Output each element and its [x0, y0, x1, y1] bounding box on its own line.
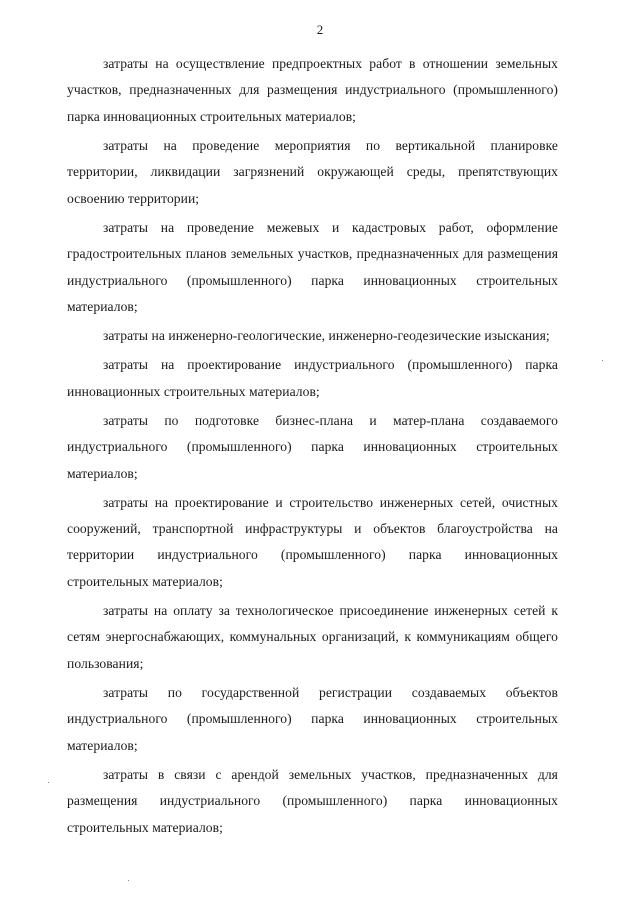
paragraph-preproject-costs: затраты на осуществление предпроектных работ в отношении земельных участков, предназначенных для размещения индустриального (промышленного) парка инновационных строительных материалов;: [67, 56, 558, 124]
paragraph-cadastral-works-costs: затраты на проведение межевых и кадастровых работ, оформление градостроительных планов земельных участков, предназначенных для размещения индустриального (промышленного) парка инновационных строительных материалов;: [67, 219, 558, 315]
paragraph-surveys-costs: затраты на инженерно-геологические, инженерно-геодезические изыскания;: [103, 328, 550, 344]
paragraph-registration-costs: затраты по государственной регистрации создаваемых объектов индустриального (промышленного) парка инновационных строительных материалов;: [67, 684, 558, 753]
paragraph-park-design-costs: затраты на проектирование индустриального (промышленного) парка инновационных строительных материалов;: [67, 357, 558, 399]
paragraph-networks-construction-costs: затраты на проектирование и строительство инженерных сетей, очистных сооружений, транспортной инфраструктуры и объектов благоустройства на территории индустриального (промышленного) парка инновационных строительных материалов;: [67, 494, 558, 589]
paragraph-business-plan-costs: затраты по подготовке бизнес-плана и матер-плана создаваемого индустриального (промышленного) парка инновационных строительных материалов;: [67, 412, 558, 481]
scan-speck: [48, 782, 49, 783]
document-body: [67, 51, 558, 844]
paragraph-connection-fee-costs: затраты на оплату за технологическое присоединение инженерных сетей к сетям энергоснабжающих, коммунальных организаций, к коммуникациям общего пользования;: [67, 602, 558, 671]
paragraph-vertical-planning-costs: затраты на проведение мероприятия по вертикальной планировке территории, ликвидации загрязнений окружающей среды, препятствующих освоению территории;: [67, 137, 558, 206]
scan-speck: [128, 880, 129, 881]
paragraph-land-lease-costs: затраты в связи с арендой земельных участков, предназначенных для размещения индустриального (промышленного) парка инновационных строительных материалов;: [67, 766, 558, 835]
page-number: 2: [316, 22, 324, 37]
scan-speck: [602, 360, 603, 361]
